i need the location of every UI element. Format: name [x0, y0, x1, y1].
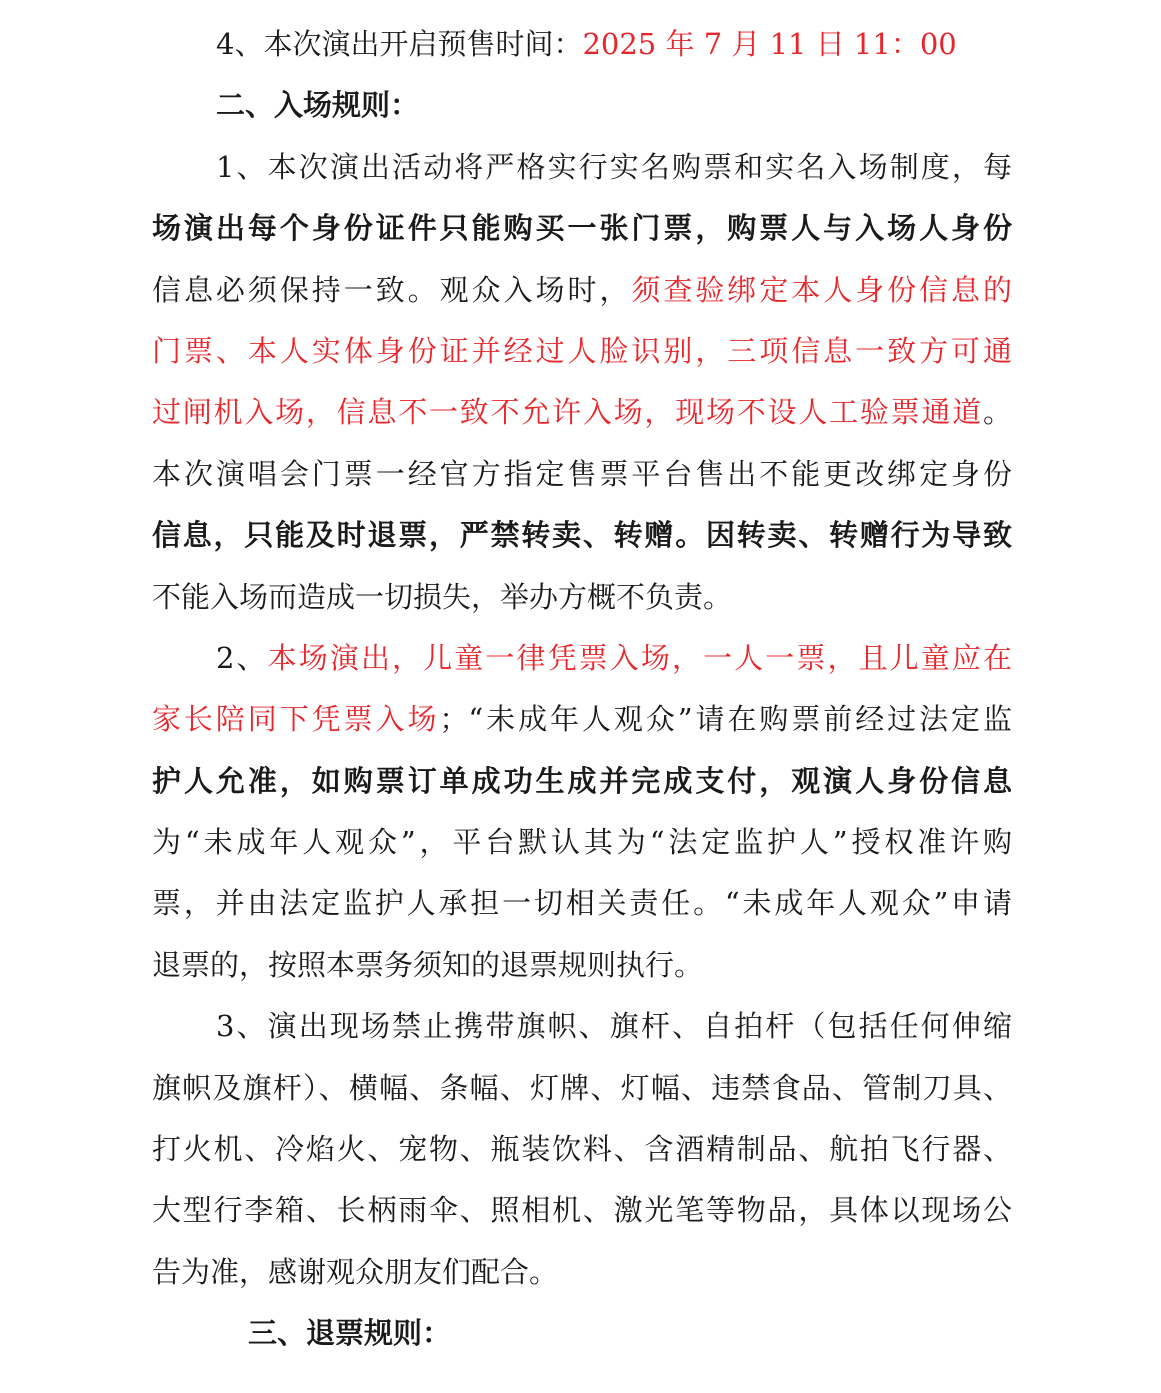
rule2-line-3: 护人允准，如购票订单成功生成并完成支付，观演人身份信息 — [152, 763, 1012, 798]
section-heading-entry-rules: 二、入场规则： — [216, 88, 420, 123]
rule2-line-5: 票，并由法定监护人承担一切相关责任。“未成年人观众”申请 — [152, 886, 1012, 921]
section-heading-refund-rules: 三、退票规则： — [248, 1316, 452, 1351]
presale-time: 2025 年 7 月 11 日 11：00 — [582, 27, 957, 61]
presale-label: 4、本次演出开启预售时间： — [216, 27, 583, 61]
rule1-line-4: 门票、本人实体身份证并经过人脸识别，三项信息一致方可通 — [152, 333, 1012, 368]
rule1-line-2: 场演出每个身份证件只能购买一张门票，购票人与入场人身份 — [152, 211, 1012, 246]
rule3-line-3: 打火机、冷焰火、宠物、瓶装饮料、含酒精制品、航拍飞行器、 — [152, 1132, 1012, 1167]
rule1-line-8: 不能入场而造成一切损失，举办方概不负责。 — [152, 579, 733, 614]
rule2-line-1-number: 2、 — [216, 640, 268, 675]
rule2-line-6: 退票的，按照本票务须知的退票规则执行。 — [152, 947, 704, 982]
rule1-line-5 — [152, 382, 1012, 443]
rule3-line-1: 3、演出现场禁止携带旗帜、旗杆、自拍杆（包括任何伸缩 — [216, 1009, 1012, 1044]
rule1-line-7: 信息，只能及时退票，严禁转卖、转赠。因转卖、转赠行为导致 — [152, 518, 1012, 553]
rule1-line-6: 本次演唱会门票一经官方指定售票平台售出不能更改绑定身份 — [152, 456, 1012, 491]
rule1-line-3 — [152, 260, 1012, 321]
document-page — [152, 14, 1012, 1365]
rule2-line-2-highlight: 家长陪同下凭票入场 — [152, 702, 440, 737]
rule1-line-3-highlight: 须查验绑定本人身份信息的 — [631, 272, 1012, 307]
rule1-line-5-period: 。 — [982, 395, 1012, 430]
rule1-line-5-highlight: 过闸机入场，信息不一致不允许入场，现场不设人工验票通道 — [152, 395, 983, 430]
rule2-line-1 — [152, 628, 1012, 689]
rule2-line-1-highlight: 本场演出，儿童一律凭票入场，一人一票，且儿童应在 — [267, 640, 1012, 675]
rule3-line-4: 大型行李箱、长柄雨伞、照相机、激光笔等物品，具体以现场公 — [152, 1193, 1012, 1228]
rule2-line-2-plain: ；“未成年人观众”请在购票前经过法定监 — [439, 702, 1012, 737]
rule3-line-2: 旗帜及旗杆）、横幅、条幅、灯牌、灯幅、违禁食品、管制刀具、 — [152, 1070, 1012, 1105]
rule1-line-1: 1、本次演出活动将严格实行实名购票和实名入场制度，每 — [216, 149, 1012, 184]
rule2-line-4: 为“未成年人观众”，平台默认其为“法定监护人”授权准许购 — [152, 825, 1012, 860]
rule2-line-2 — [152, 689, 1012, 750]
rule3-line-5: 告为准，感谢观众朋友们配合。 — [152, 1254, 559, 1289]
presale-line — [152, 14, 1012, 75]
rule1-line-3-plain: 信息必须保持一致。观众入场时， — [152, 272, 632, 307]
